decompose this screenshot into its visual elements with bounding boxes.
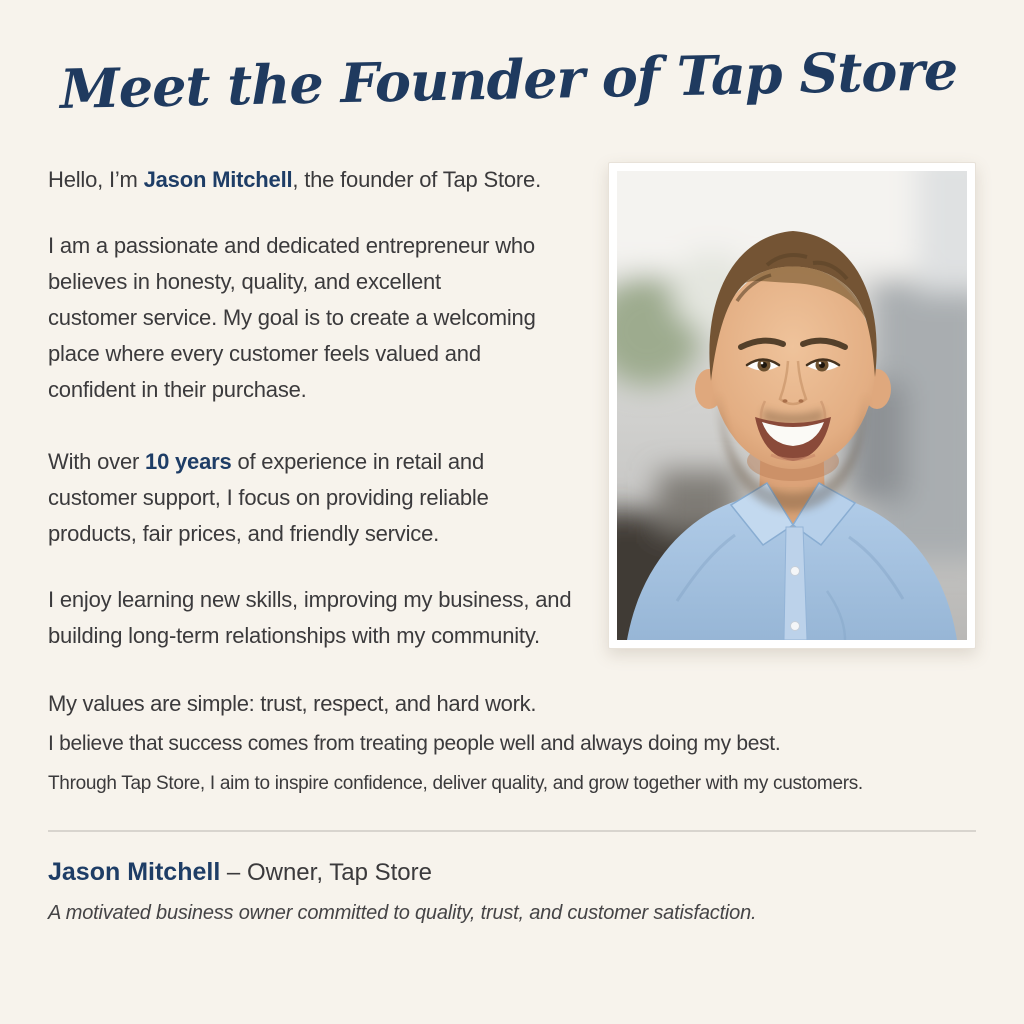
about-line: customer service. My goal is to create a welcoming <box>48 305 536 330</box>
values-line: I believe that success comes from treating people well and always doing my best. <box>48 732 781 755</box>
divider <box>48 830 976 832</box>
signature-separator: – <box>220 859 247 886</box>
experience-years: 10 years <box>145 449 232 474</box>
signature-role: Owner, Tap Store <box>246 859 432 886</box>
intro-prefix: Hello, I’m <box>48 167 144 192</box>
founder-portrait-photo <box>617 171 967 640</box>
bio-text-column <box>48 162 608 654</box>
signature-line <box>48 858 976 887</box>
about-paragraph <box>48 228 586 408</box>
experience-line: products, fair prices, and friendly service. <box>48 521 440 546</box>
about-line: I am a passionate and dedicated entrepreneur who <box>48 233 535 258</box>
values-section <box>48 684 976 804</box>
founder-photo-frame <box>608 162 976 649</box>
experience-line: customer support, I focus on providing reliable <box>48 485 489 510</box>
community-paragraph <box>48 582 586 654</box>
intro-paragraph <box>48 162 586 198</box>
intro-suffix: , the founder of Tap Store. <box>292 167 541 192</box>
page-title: Meet the Founder of Tap Store <box>59 38 958 121</box>
signature-name: Jason Mitchell <box>48 858 221 886</box>
about-line: confident in their purchase. <box>48 377 307 402</box>
values-line: My values are simple: trust, respect, and hard work. <box>48 691 537 716</box>
about-line: believes in honesty, quality, and excellent <box>48 269 441 294</box>
signature-tagline: A motivated business owner committed to quality, trust, and customer satisfaction. <box>48 902 757 924</box>
founder-name: Jason Mitchell <box>143 167 293 192</box>
values-line: Through Tap Store, I aim to inspire confidence, deliver quality, and grow together with my customers. <box>48 773 863 794</box>
content-row <box>48 162 976 654</box>
experience-suffix: of experience in retail and <box>231 449 484 474</box>
community-line: building long-term relationships with my community. <box>48 623 540 648</box>
community-line: I enjoy learning new skills, improving my business, and <box>48 587 572 612</box>
experience-paragraph <box>48 444 586 552</box>
experience-prefix: With over <box>48 449 146 474</box>
about-line: place where every customer feels valued and <box>48 341 481 366</box>
